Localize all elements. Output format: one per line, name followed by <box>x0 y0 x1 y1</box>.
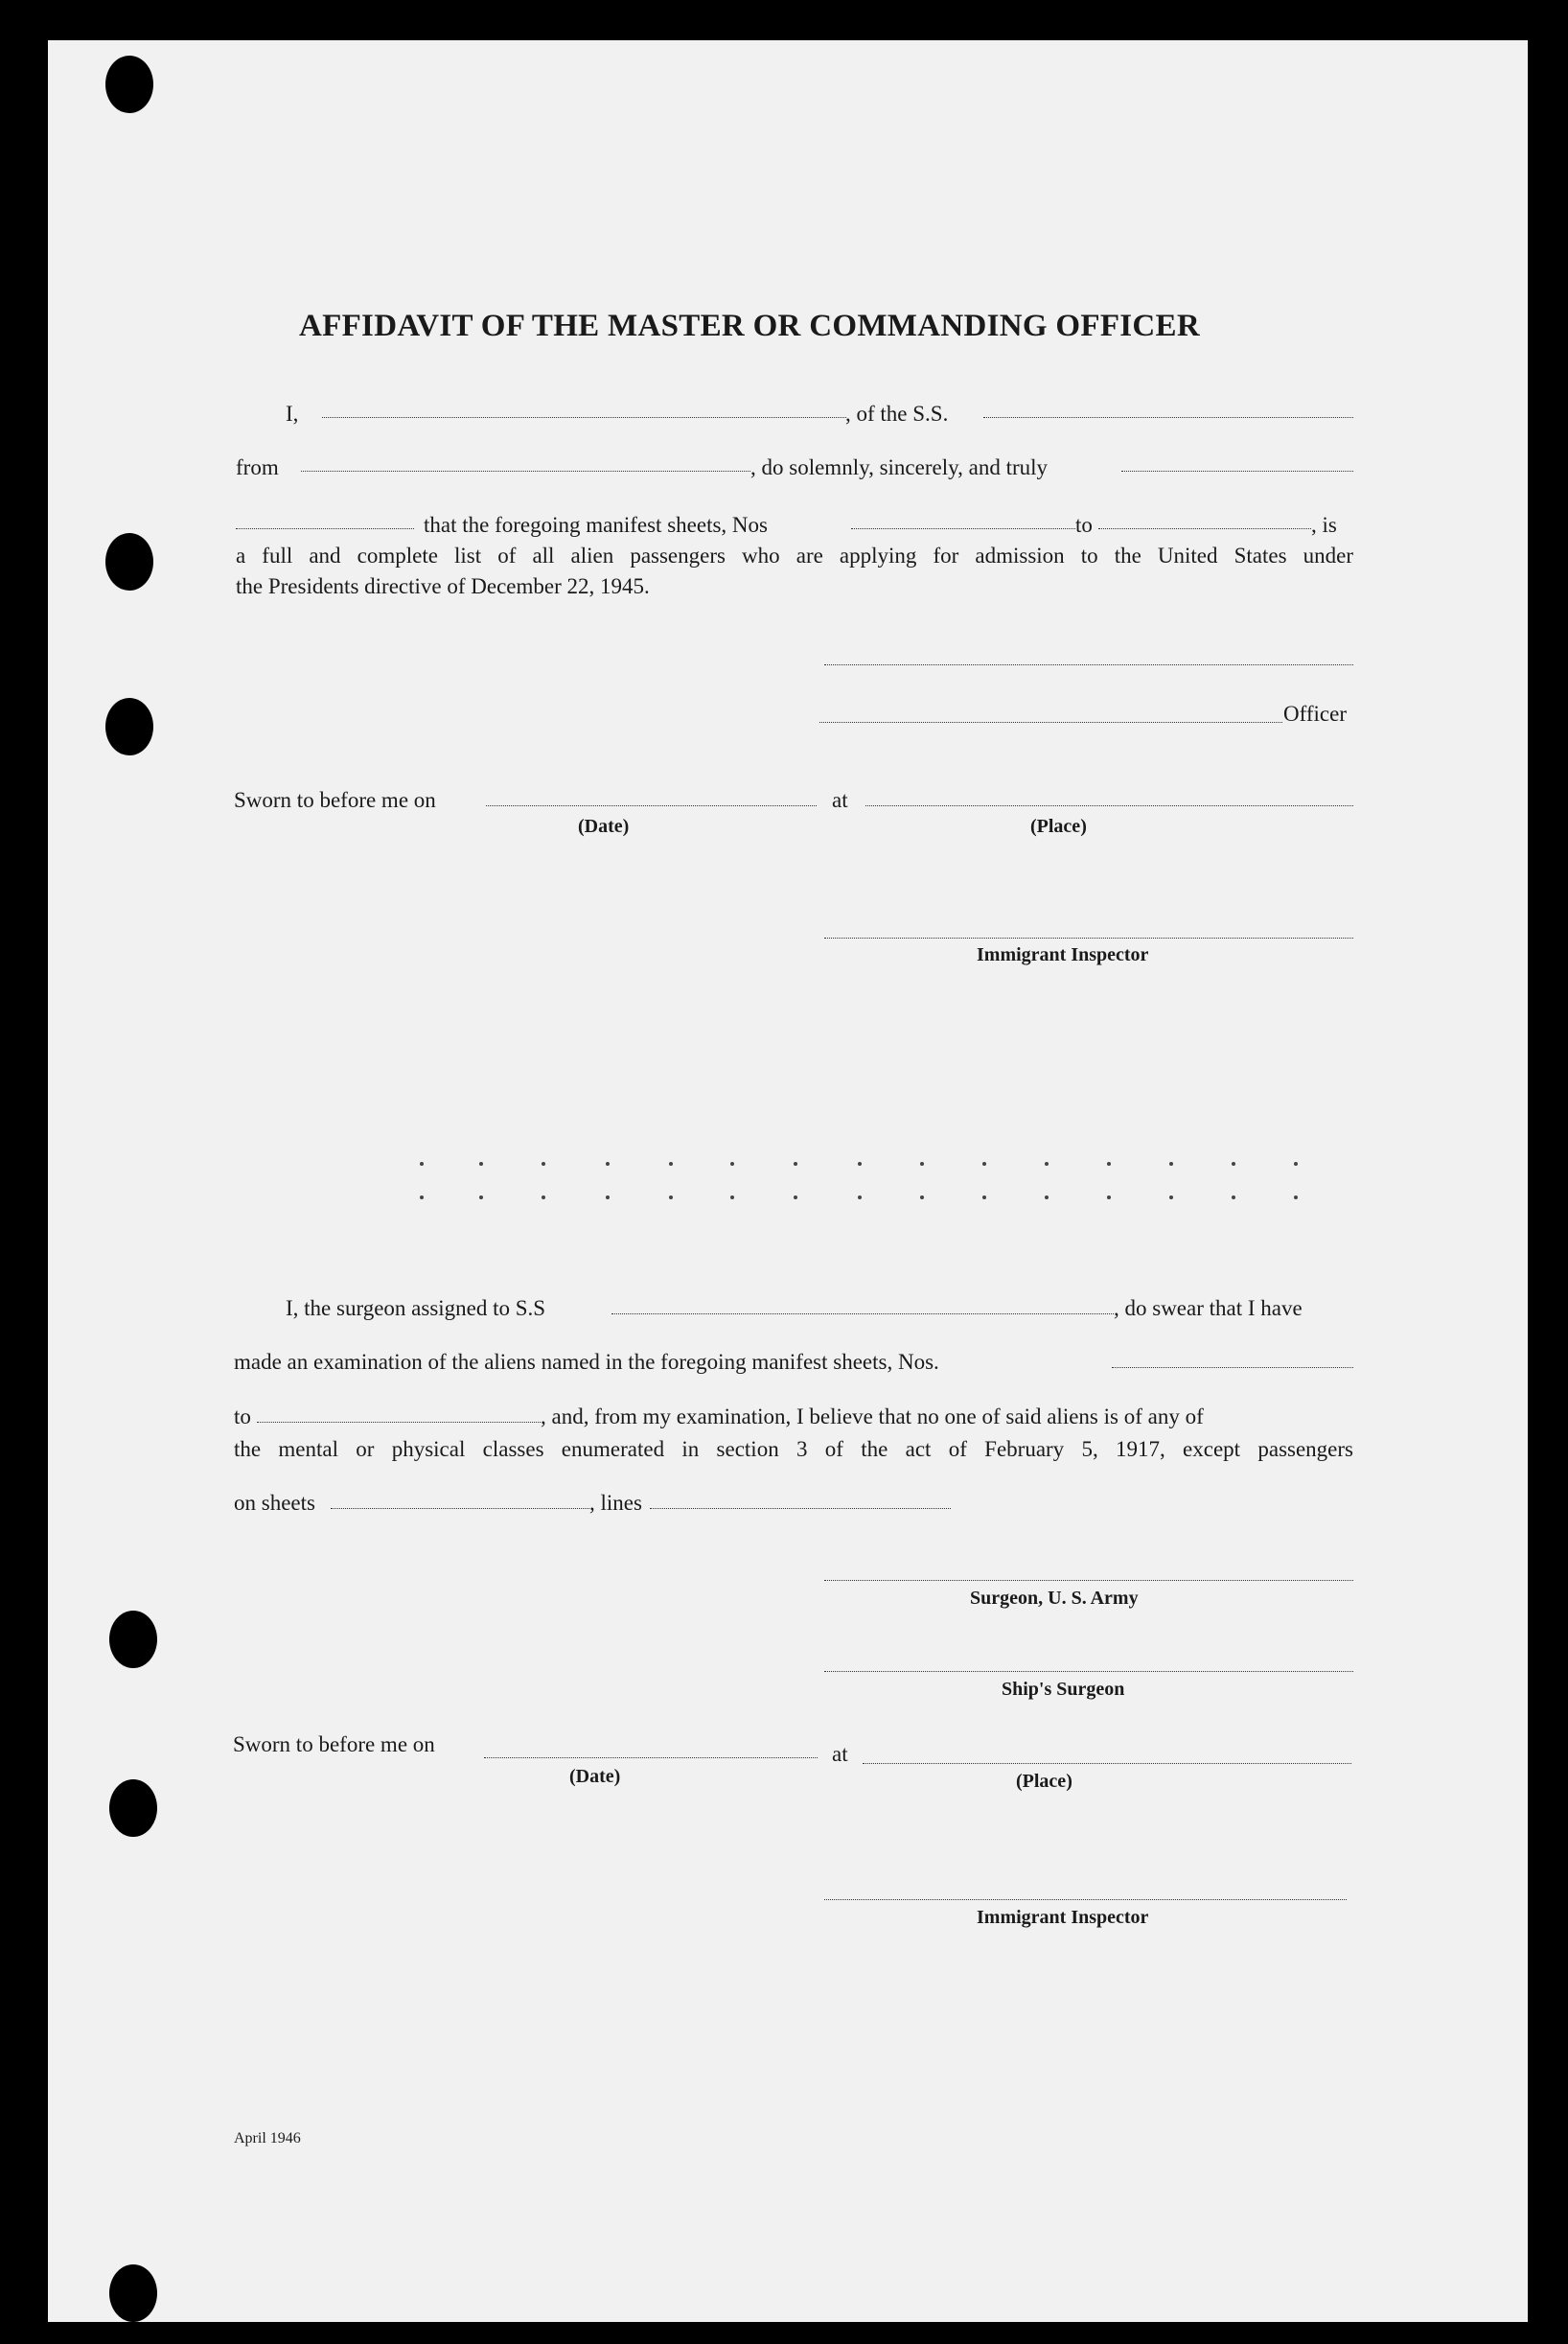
is-label: , is <box>1311 513 1337 537</box>
surgeon-inspector-label: Immigrant Inspector <box>977 1907 1149 1928</box>
surgeon-to-label: to <box>234 1404 251 1428</box>
surgeon-inspector-signature-line[interactable] <box>824 1899 1347 1900</box>
surgeon-sheet-end-field[interactable] <box>257 1422 541 1423</box>
scan-speck <box>1232 1195 1235 1199</box>
scan-speck <box>1045 1195 1049 1199</box>
lines-label: , lines <box>589 1491 642 1515</box>
from-label: from <box>236 455 279 479</box>
at-label: at <box>832 788 848 812</box>
sheet-end-field[interactable] <box>1098 528 1311 529</box>
scan-speck <box>1169 1195 1173 1199</box>
inspector-signature-line[interactable] <box>824 938 1353 939</box>
scan-speck <box>794 1162 797 1166</box>
scan-speck <box>858 1162 862 1166</box>
scan-speck <box>669 1162 673 1166</box>
ship-name-field[interactable] <box>983 417 1353 418</box>
i-label: I, <box>286 402 299 426</box>
to-label: to <box>1075 513 1093 537</box>
surgeon-sworn-label: Sworn to before me on <box>233 1732 435 1756</box>
scan-speck <box>920 1162 924 1166</box>
do-solemnly-label: , do solemnly, sincerely, and truly <box>750 455 1049 479</box>
scan-speck <box>1107 1195 1111 1199</box>
punch-hole <box>109 2264 157 2322</box>
scan-speck <box>1294 1162 1298 1166</box>
directive-text: the Presidents directive of December 22, 1945. <box>236 574 650 598</box>
officer-signature-line-1[interactable] <box>824 664 1353 665</box>
scan-speck <box>542 1195 545 1199</box>
scan-speck <box>920 1195 924 1199</box>
scan-speck <box>1232 1162 1235 1166</box>
punch-hole <box>105 698 153 755</box>
surgeon-at-label: at <box>832 1742 848 1766</box>
declaration-field[interactable] <box>236 528 414 529</box>
port-field[interactable] <box>301 471 750 472</box>
scan-speck <box>542 1162 545 1166</box>
exception-sheets-field[interactable] <box>331 1508 589 1509</box>
master-name-field[interactable] <box>322 417 846 418</box>
and-from-label: , and, from my examination, I believe that no one of said aliens is of any of <box>541 1404 1204 1428</box>
scan-speck <box>606 1162 610 1166</box>
scan-speck <box>730 1162 734 1166</box>
surgeon-sheet-start-field[interactable] <box>1112 1367 1353 1368</box>
scan-speck <box>730 1195 734 1199</box>
date-caption: (Date) <box>578 816 630 837</box>
punch-hole <box>105 533 153 591</box>
on-sheets-label: on sheets <box>234 1491 315 1515</box>
oath-field[interactable] <box>1121 471 1353 472</box>
ships-surgeon-signature-line[interactable] <box>824 1671 1353 1672</box>
do-swear-label: , do swear that I have <box>1114 1296 1303 1320</box>
surgeon-sworn-date-field[interactable] <box>484 1757 818 1758</box>
surgeon-assigned-label: I, the surgeon assigned to S.S <box>286 1296 546 1320</box>
surgeon-place-caption: (Place) <box>1016 1771 1072 1792</box>
of-the-ss-label: , of the S.S. <box>845 402 949 426</box>
sworn-label: Sworn to before me on <box>234 788 436 812</box>
officer-signature-line-2[interactable] <box>819 722 1282 723</box>
punch-hole <box>105 56 153 113</box>
exception-lines-field[interactable] <box>650 1508 951 1509</box>
punch-hole <box>109 1779 157 1837</box>
officer-label: Officer <box>1283 702 1347 726</box>
surgeon-ship-field[interactable] <box>611 1313 1114 1314</box>
punch-hole <box>109 1611 157 1668</box>
place-caption: (Place) <box>1030 816 1087 837</box>
scan-speck <box>1294 1195 1298 1199</box>
sheet-start-field[interactable] <box>851 528 1075 529</box>
scan-speck <box>1045 1162 1049 1166</box>
ships-surgeon-label: Ship's Surgeon <box>1002 1679 1125 1700</box>
scan-speck <box>982 1195 986 1199</box>
scan-speck <box>606 1195 610 1199</box>
scan-speck <box>420 1195 424 1199</box>
scan-speck <box>858 1195 862 1199</box>
scan-speck <box>794 1195 797 1199</box>
footer-date: April 1946 <box>234 2130 301 2147</box>
sworn-date-field[interactable] <box>486 805 817 806</box>
scan-speck <box>982 1162 986 1166</box>
scan-speck <box>1107 1162 1111 1166</box>
surgeon-date-caption: (Date) <box>569 1766 621 1787</box>
army-surgeon-signature-line[interactable] <box>824 1580 1353 1581</box>
made-exam-label: made an examination of the aliens named in the foregoing manifest sheets, Nos. <box>234 1350 939 1374</box>
full-list-text: a full and complete list of all alien passengers who are applying for admission to the United States under <box>236 544 1353 568</box>
page-title: AFFIDAVIT OF THE MASTER OR COMMANDING OFFICER <box>299 309 1200 343</box>
scan-speck <box>669 1195 673 1199</box>
scan-speck <box>1169 1162 1173 1166</box>
mental-classes-text: the mental or physical classes enumerated in section 3 of the act of February 5, 1917, except passengers <box>234 1437 1353 1461</box>
scan-speck <box>479 1195 483 1199</box>
scan-speck <box>420 1162 424 1166</box>
document-page <box>48 40 1528 2322</box>
surgeon-sworn-place-field[interactable] <box>863 1763 1351 1764</box>
army-surgeon-label: Surgeon, U. S. Army <box>970 1588 1139 1609</box>
foregoing-label: that the foregoing manifest sheets, Nos <box>424 513 768 537</box>
scan-speck <box>479 1162 483 1166</box>
inspector-label: Immigrant Inspector <box>977 944 1149 965</box>
sworn-place-field[interactable] <box>865 805 1353 806</box>
